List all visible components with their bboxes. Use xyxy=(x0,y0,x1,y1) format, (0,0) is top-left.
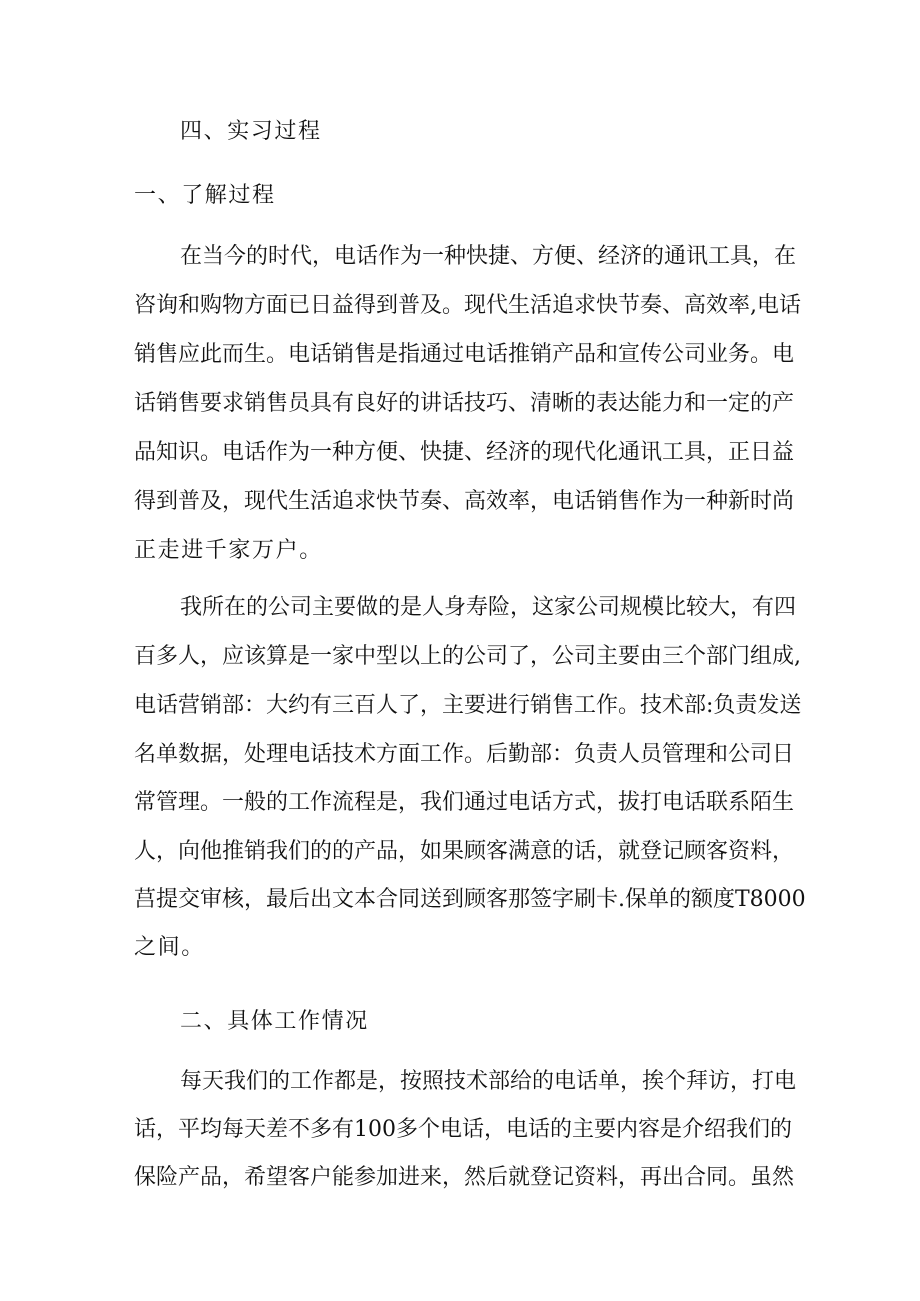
para2-line: 常管理。一般的工作流程是，我们通过电话方式，拔打电话联系陌生 xyxy=(134,790,795,815)
para2-line: 名单数据，处理电话技术方面工作。后勤部：负责人员管理和公司日 xyxy=(134,742,795,767)
para1-line: 在当今的时代，电话作为一种快捷、方便、经济的通讯工具，在 xyxy=(180,244,797,269)
para1-line: 得到普及，现代生活追求快节奏、高效率，电话销售作为一种新时尚 xyxy=(134,489,795,514)
para1-line: 话销售要求销售员具有良好的讲话技巧、清晰的表达能力和一定的产 xyxy=(134,391,795,416)
para2-line: 百多人，应该算是一家中型以上的公司了，公司主要由三个部门组成, xyxy=(134,644,801,669)
para2-line: 我所在的公司主要做的是人身寿险，这家公司规模比较大，有四 xyxy=(180,595,797,620)
para3-line: 话，平均每天差不多有100多个电话，电话的主要内容是介绍我们的 xyxy=(134,1117,792,1142)
section-title-2: 二、具体工作情况 xyxy=(180,1009,369,1034)
para2-line: 之间。 xyxy=(134,935,205,960)
para1-line: 正走进千家万户。 xyxy=(134,538,323,563)
heading-main: 四、实习过程 xyxy=(180,119,322,144)
para2-line: 人，向他推销我们的的产品，如果顾客满意的话，就登记顾客资料， xyxy=(134,839,795,864)
para2-line: 电话营销部：大约有三百人了，主要进行销售工作。技术部:负责发送 xyxy=(134,693,802,718)
para1-line: 咨询和购物方面已日益得到普及。现代生活追求快节奏、高效率,电话 xyxy=(134,293,801,318)
para3-line: 保险产品，希望客户能参加进来，然后就登记资料，再出合同。虽然 xyxy=(134,1165,795,1190)
para3-line: 每天我们的工作都是，按照技术部给的电话单，挨个拜访，打电 xyxy=(180,1069,797,1094)
para1-line: 销售应此而生。电话销售是指通过电话推销产品和宣传公司业务。电 xyxy=(134,342,795,367)
para1-line: 品知识。电话作为一种方便、快捷、经济的现代化通讯工具，正日益 xyxy=(134,440,795,465)
para2-line: 莒提交审核，最后出文本合同送到顾客那签字刷卡.保单的额度T8000 xyxy=(134,887,806,912)
section-title-1: 一、了解过程 xyxy=(134,183,276,208)
